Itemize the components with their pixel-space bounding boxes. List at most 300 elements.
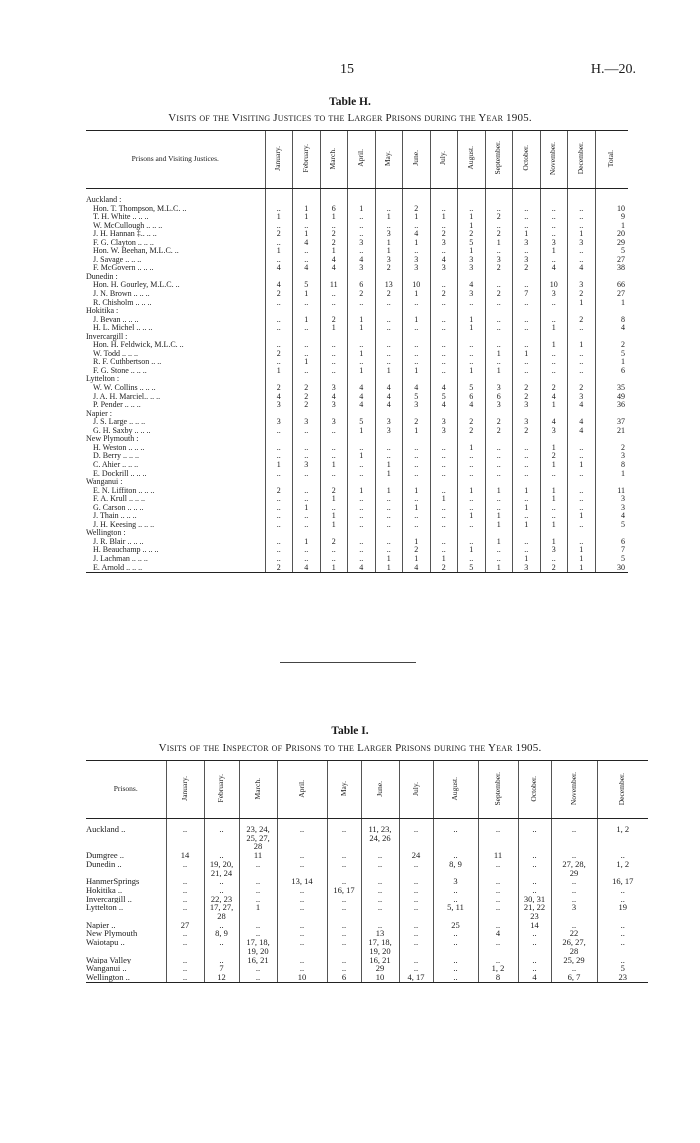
visit-count-cell: .. xyxy=(430,487,458,496)
visit-count-cell: 4 xyxy=(458,401,486,410)
visit-count-cell xyxy=(568,435,596,444)
visit-count-cell: 3 xyxy=(348,239,376,248)
justice-row xyxy=(86,230,628,239)
visit-count-cell: .. xyxy=(540,367,568,376)
justice-row xyxy=(86,512,628,521)
visit-count-cell: 1 xyxy=(403,538,431,547)
visit-dates-cell: 30, 31 xyxy=(518,895,551,904)
prison-group-row xyxy=(86,333,628,342)
visit-count-cell: 2 xyxy=(430,230,458,239)
visit-count-cell: .. xyxy=(265,555,293,564)
visit-count-cell: 5 xyxy=(293,281,321,290)
visit-count-cell: .. xyxy=(458,504,486,513)
visit-count-cell: 4 xyxy=(375,393,403,402)
visit-count-cell: 1 xyxy=(485,239,513,248)
justice-row xyxy=(86,495,628,504)
visit-count-cell: 1 xyxy=(540,341,568,350)
visit-dates-cell: .. xyxy=(597,851,648,860)
visit-count-cell: .. xyxy=(458,470,486,479)
visit-count-cell: .. xyxy=(513,281,541,290)
visit-dates-cell: 23, 24, 25, 27, 28 xyxy=(239,819,277,852)
justice-row xyxy=(86,546,628,555)
visit-count-cell: 3 xyxy=(430,264,458,273)
justice-row xyxy=(86,564,628,573)
visit-count-cell: 2 xyxy=(458,427,486,436)
visit-dates-cell: .. xyxy=(597,886,648,895)
visit-count-cell: 2 xyxy=(485,427,513,436)
visit-dates-cell: .. xyxy=(433,956,478,965)
inspector-visit-row xyxy=(86,860,648,877)
visit-dates-cell: .. xyxy=(166,819,204,852)
visit-count-cell xyxy=(375,189,403,205)
visit-count-cell xyxy=(540,189,568,205)
visit-count-cell: .. xyxy=(430,341,458,350)
visit-count-cell: 2 xyxy=(403,418,431,427)
justice-row xyxy=(86,350,628,359)
visit-dates-cell: 25 xyxy=(433,921,478,930)
table-h-month-label: January. xyxy=(273,145,283,171)
visit-count-cell: .. xyxy=(375,341,403,350)
table-i-month-label: November. xyxy=(568,772,578,806)
visit-count-cell: .. xyxy=(320,427,348,436)
table-i-month-header xyxy=(327,761,361,819)
visit-count-cell: 3 xyxy=(293,418,321,427)
table-h-month-header xyxy=(348,131,376,189)
visit-count-cell xyxy=(458,435,486,444)
inspector-visit-row xyxy=(86,956,648,965)
visit-count-cell xyxy=(320,435,348,444)
visit-count-cell xyxy=(485,307,513,316)
visit-count-cell: 1 xyxy=(458,247,486,256)
visit-count-cell: 3 xyxy=(540,290,568,299)
visit-count-cell: 4 xyxy=(430,384,458,393)
visit-count-cell: 2 xyxy=(458,418,486,427)
visit-dates-cell: .. xyxy=(551,895,597,904)
visit-count-cell xyxy=(485,375,513,384)
visit-count-cell: 1 xyxy=(403,213,431,222)
visit-count-cell: .. xyxy=(375,316,403,325)
total-cell: 3 xyxy=(595,495,628,504)
visit-dates-cell: .. xyxy=(433,886,478,895)
prison-name: Napier .. xyxy=(86,920,116,930)
visit-count-cell: 1 xyxy=(293,538,321,547)
visit-count-cell: .. xyxy=(265,427,293,436)
visit-dates-cell: 21, 22 23 xyxy=(518,903,551,920)
visit-count-cell: .. xyxy=(430,316,458,325)
inspector-visit-row xyxy=(86,964,648,973)
prison-name: Dunedin : xyxy=(86,272,118,281)
visit-dates-cell: .. xyxy=(166,973,204,982)
visit-count-cell: 1 xyxy=(375,564,403,573)
visit-dates-cell: .. xyxy=(277,886,327,895)
table-h-first-col-header: Prisons and Visiting Justices. xyxy=(86,131,265,189)
justice-row xyxy=(86,316,628,325)
visit-count-cell: 1 xyxy=(320,521,348,530)
visit-count-cell: .. xyxy=(348,470,376,479)
table-i-month-header xyxy=(166,761,204,819)
visit-count-cell: 3 xyxy=(403,256,431,265)
visit-count-cell: .. xyxy=(485,495,513,504)
prison-group-row xyxy=(86,307,628,316)
visit-count-cell: 3 xyxy=(485,256,513,265)
visit-count-cell: .. xyxy=(513,316,541,325)
visit-count-cell: .. xyxy=(458,538,486,547)
visit-count-cell xyxy=(265,375,293,384)
visit-count-cell xyxy=(568,478,596,487)
visit-count-cell: 1 xyxy=(540,324,568,333)
visit-count-cell xyxy=(265,307,293,316)
visit-count-cell: .. xyxy=(540,555,568,564)
visit-count-cell xyxy=(485,273,513,282)
visit-dates-cell: .. xyxy=(361,860,399,877)
visit-count-cell: 4 xyxy=(403,384,431,393)
visit-dates-cell: .. xyxy=(518,860,551,877)
prison-name: Napier : xyxy=(86,409,112,418)
justice-row xyxy=(86,281,628,290)
visit-count-cell xyxy=(320,189,348,205)
page-reference: H.—20. xyxy=(590,62,636,77)
visit-count-cell xyxy=(485,333,513,342)
prison-group-row xyxy=(86,529,628,538)
total-cell: 27 xyxy=(595,290,628,299)
visit-count-cell: .. xyxy=(403,350,431,359)
prison-name: New Plymouth xyxy=(86,929,138,939)
visit-count-cell: 4 xyxy=(540,264,568,273)
visit-dates-cell: .. xyxy=(597,921,648,930)
table-i-header-row xyxy=(86,761,648,819)
visit-count-cell: 3 xyxy=(568,239,596,248)
visit-count-cell: 1 xyxy=(540,461,568,470)
table-h-month-header xyxy=(513,131,541,189)
visit-count-cell xyxy=(458,410,486,419)
table-h-month-label: April. xyxy=(355,149,365,168)
visit-count-cell: 3 xyxy=(458,256,486,265)
visit-count-cell: .. xyxy=(403,299,431,308)
visit-count-cell xyxy=(430,333,458,342)
justice-row xyxy=(86,256,628,265)
visit-count-cell: 4 xyxy=(348,564,376,573)
visit-count-cell xyxy=(430,307,458,316)
visit-dates-cell: 8 xyxy=(478,973,518,982)
visit-dates-cell: .. xyxy=(166,964,204,973)
visit-count-cell: .. xyxy=(485,546,513,555)
visit-count-cell: .. xyxy=(513,512,541,521)
visit-count-cell: .. xyxy=(265,205,293,214)
visit-count-cell: 4 xyxy=(540,393,568,402)
total-cell: 37 xyxy=(595,418,628,427)
visit-count-cell: 4 xyxy=(320,264,348,273)
visit-count-cell: 1 xyxy=(320,564,348,573)
visit-dates-cell: .. xyxy=(399,860,433,877)
visit-count-cell: 1 xyxy=(375,555,403,564)
total-cell: 5 xyxy=(595,350,628,359)
justice-name: J. H. Hannan ‡.. .. .. xyxy=(93,230,157,239)
visit-count-cell: .. xyxy=(513,495,541,504)
visit-dates-cell: .. xyxy=(518,956,551,965)
visit-count-cell: .. xyxy=(348,213,376,222)
visit-count-cell xyxy=(265,529,293,538)
total-cell xyxy=(595,273,628,282)
table-i-month-label: March. xyxy=(252,777,262,800)
visit-dates-cell: .. xyxy=(518,877,551,886)
visit-count-cell: 2 xyxy=(403,546,431,555)
visit-count-cell xyxy=(348,273,376,282)
visit-dates-cell: .. xyxy=(399,877,433,886)
justice-name: F. A. Krull .. .. .. xyxy=(93,495,146,504)
visit-count-cell: .. xyxy=(293,324,321,333)
prison-name: Wanganui .. xyxy=(86,964,127,973)
visit-dates-cell: 16, 17 xyxy=(327,886,361,895)
visit-count-cell: .. xyxy=(540,358,568,367)
visit-dates-cell: 13, 14 xyxy=(277,877,327,886)
visit-dates-cell: .. xyxy=(277,938,327,955)
table-h-total-header xyxy=(595,131,628,189)
visit-dates-cell: .. xyxy=(327,819,361,852)
visit-count-cell xyxy=(540,307,568,316)
visit-count-cell: 3 xyxy=(348,264,376,273)
visit-dates-cell: .. xyxy=(327,903,361,920)
visit-count-cell: 2 xyxy=(568,316,596,325)
visit-count-cell: 1 xyxy=(403,367,431,376)
visit-count-cell: .. xyxy=(293,546,321,555)
visit-count-cell xyxy=(485,435,513,444)
visit-count-cell: .. xyxy=(375,324,403,333)
justice-row xyxy=(86,290,628,299)
visit-count-cell: .. xyxy=(568,247,596,256)
visit-count-cell xyxy=(293,478,321,487)
prison-name: Auckland .. xyxy=(86,824,126,834)
visit-count-cell: 1 xyxy=(348,324,376,333)
visit-count-cell: 1 xyxy=(568,564,596,573)
visit-dates-cell: .. xyxy=(433,973,478,982)
visit-count-cell: 1 xyxy=(513,350,541,359)
visit-count-cell: .. xyxy=(458,555,486,564)
visit-count-cell: .. xyxy=(430,324,458,333)
visit-count-cell: .. xyxy=(568,538,596,547)
justice-row xyxy=(86,324,628,333)
visit-dates-cell: .. xyxy=(478,819,518,852)
visit-count-cell: .. xyxy=(403,512,431,521)
justice-name: F. McGovern .. .. .. xyxy=(93,264,154,273)
total-cell: 8 xyxy=(595,461,628,470)
visit-count-cell xyxy=(348,375,376,384)
visit-dates-cell: 14 xyxy=(166,851,204,860)
visit-dates-cell: .. xyxy=(166,860,204,877)
total-cell xyxy=(595,410,628,419)
visit-count-cell: 3 xyxy=(375,427,403,436)
table-i-month-label: April. xyxy=(296,779,306,798)
visit-count-cell: 1 xyxy=(458,316,486,325)
visit-count-cell: .. xyxy=(348,555,376,564)
visit-count-cell: .. xyxy=(265,341,293,350)
visit-dates-cell: .. xyxy=(433,895,478,904)
visit-count-cell xyxy=(485,478,513,487)
visit-count-cell: 1 xyxy=(320,247,348,256)
justice-row xyxy=(86,213,628,222)
visit-count-cell: .. xyxy=(430,546,458,555)
visit-count-cell: .. xyxy=(293,470,321,479)
prison-name: Auckland : xyxy=(86,195,122,204)
visit-dates-cell: .. xyxy=(327,851,361,860)
total-cell: 21 xyxy=(595,427,628,436)
visit-dates-cell: 16, 17 xyxy=(597,877,648,886)
visit-dates-cell: .. xyxy=(239,860,277,877)
total-cell: 6 xyxy=(595,367,628,376)
visit-count-cell: .. xyxy=(430,504,458,513)
justice-row xyxy=(86,418,628,427)
table-h-month-header xyxy=(568,131,596,189)
visit-dates-cell: 1, 2 xyxy=(597,819,648,852)
visit-dates-cell: 11 xyxy=(239,851,277,860)
table-h-subtitle: Visits of the Visiting Justices to the Larger Prisons during the Year 1905. xyxy=(168,112,532,124)
visit-count-cell xyxy=(513,478,541,487)
prison-name: HanmerSprings xyxy=(86,877,140,886)
visit-count-cell: .. xyxy=(485,504,513,513)
visit-count-cell: .. xyxy=(293,495,321,504)
visit-dates-cell: .. xyxy=(597,938,648,955)
visit-count-cell: 4 xyxy=(568,401,596,410)
visit-count-cell: .. xyxy=(265,358,293,367)
visit-count-cell xyxy=(513,307,541,316)
visit-count-cell: 6 xyxy=(348,281,376,290)
total-cell: 66 xyxy=(595,281,628,290)
visit-count-cell: .. xyxy=(430,444,458,453)
visit-count-cell: 3 xyxy=(403,401,431,410)
visit-count-cell: .. xyxy=(430,358,458,367)
visit-count-cell: .. xyxy=(348,230,376,239)
visit-dates-cell: .. xyxy=(478,895,518,904)
table-h-month-header xyxy=(265,131,293,189)
visit-count-cell: .. xyxy=(568,444,596,453)
visit-count-cell xyxy=(265,410,293,419)
total-cell: 5 xyxy=(595,555,628,564)
visit-count-cell: .. xyxy=(403,452,431,461)
visit-dates-cell: 3 xyxy=(433,877,478,886)
visit-dates-cell: .. xyxy=(551,886,597,895)
table-h-title: Table H. xyxy=(329,96,371,108)
visit-dates-cell: .. xyxy=(166,886,204,895)
prison-group-row xyxy=(86,435,628,444)
visit-count-cell: 1 xyxy=(485,538,513,547)
visit-dates-cell: 3 xyxy=(551,903,597,920)
prison-name: Lyttelton : xyxy=(86,375,120,384)
visit-dates-cell: 24 xyxy=(399,851,433,860)
justice-row xyxy=(86,222,628,231)
visit-count-cell: .. xyxy=(430,521,458,530)
justice-name: C. Ahier .. .. .. xyxy=(93,460,139,469)
visit-count-cell: 3 xyxy=(513,239,541,248)
visit-dates-cell: 11 xyxy=(478,851,518,860)
visit-count-cell xyxy=(265,273,293,282)
visit-dates-cell: .. xyxy=(204,877,239,886)
prison-name: Hokitika .. xyxy=(86,885,123,895)
visit-count-cell xyxy=(403,529,431,538)
table-i-month-header xyxy=(518,761,551,819)
visit-count-cell: .. xyxy=(375,512,403,521)
visit-count-cell: .. xyxy=(375,495,403,504)
table-i-month-header xyxy=(399,761,433,819)
visit-count-cell xyxy=(568,333,596,342)
justice-name: J. S. Large .. .. .. xyxy=(93,418,146,427)
visit-count-cell: .. xyxy=(348,341,376,350)
visit-count-cell: .. xyxy=(485,444,513,453)
visit-dates-cell: .. xyxy=(518,886,551,895)
visit-count-cell: .. xyxy=(293,341,321,350)
table-h-month-header xyxy=(375,131,403,189)
visit-count-cell xyxy=(568,307,596,316)
visit-count-cell: 2 xyxy=(293,401,321,410)
visit-count-cell: .. xyxy=(485,222,513,231)
visit-dates-cell: .. xyxy=(551,964,597,973)
visit-count-cell: 1 xyxy=(540,495,568,504)
visit-dates-cell: .. xyxy=(239,973,277,982)
visit-count-cell: .. xyxy=(265,324,293,333)
visit-count-cell: .. xyxy=(485,299,513,308)
visit-count-cell: .. xyxy=(320,504,348,513)
prison-name: Invercargill : xyxy=(86,332,128,341)
visit-count-cell: .. xyxy=(430,461,458,470)
justice-name: J. N. Brown .. .. .. xyxy=(93,290,150,299)
inspector-visit-row xyxy=(86,903,648,920)
visit-count-cell xyxy=(375,273,403,282)
visit-count-cell: .. xyxy=(375,350,403,359)
visit-dates-cell: .. xyxy=(399,819,433,852)
visit-count-cell xyxy=(430,189,458,205)
visit-dates-cell: 16, 21 xyxy=(361,956,399,965)
visit-count-cell: 5 xyxy=(430,393,458,402)
table-h-month-header xyxy=(540,131,568,189)
visit-count-cell xyxy=(293,410,321,419)
visit-count-cell xyxy=(485,189,513,205)
visit-dates-cell: .. xyxy=(204,921,239,930)
visit-count-cell: .. xyxy=(513,341,541,350)
visit-dates-cell: 10 xyxy=(361,973,399,982)
visit-count-cell xyxy=(458,478,486,487)
table-h-month-label: July. xyxy=(438,151,448,166)
justice-name: H. L. Michel .. .. .. xyxy=(93,324,153,333)
total-cell xyxy=(595,435,628,444)
visit-count-cell: 6 xyxy=(485,393,513,402)
inspector-visit-row xyxy=(86,895,648,904)
visit-count-cell: .. xyxy=(348,247,376,256)
visit-dates-cell: 22, 23 xyxy=(204,895,239,904)
table-i-month-header xyxy=(277,761,327,819)
total-cell: 27 xyxy=(595,256,628,265)
justice-row xyxy=(86,427,628,436)
visit-count-cell: 2 xyxy=(540,384,568,393)
prison-name: Lyttelton .. xyxy=(86,903,124,913)
visit-count-cell: 3 xyxy=(430,427,458,436)
visit-dates-cell: 14 xyxy=(518,921,551,930)
visit-count-cell: 2 xyxy=(513,427,541,436)
visit-count-cell: .. xyxy=(348,504,376,513)
visit-count-cell: .. xyxy=(293,350,321,359)
visit-count-cell: .. xyxy=(320,546,348,555)
visit-count-cell xyxy=(375,529,403,538)
visit-dates-cell: .. xyxy=(478,921,518,930)
justice-name: G. Carson .. .. .. xyxy=(93,503,144,512)
visit-count-cell: 1 xyxy=(513,230,541,239)
visit-count-cell: 1 xyxy=(348,367,376,376)
visit-count-cell: .. xyxy=(430,350,458,359)
visit-count-cell: 1 xyxy=(568,341,596,350)
visit-count-cell: 4 xyxy=(540,418,568,427)
visit-dates-cell: .. xyxy=(478,938,518,955)
visit-dates-cell: .. xyxy=(399,938,433,955)
visit-count-cell xyxy=(293,307,321,316)
visit-dates-cell: .. xyxy=(361,903,399,920)
visit-count-cell: 2 xyxy=(485,230,513,239)
